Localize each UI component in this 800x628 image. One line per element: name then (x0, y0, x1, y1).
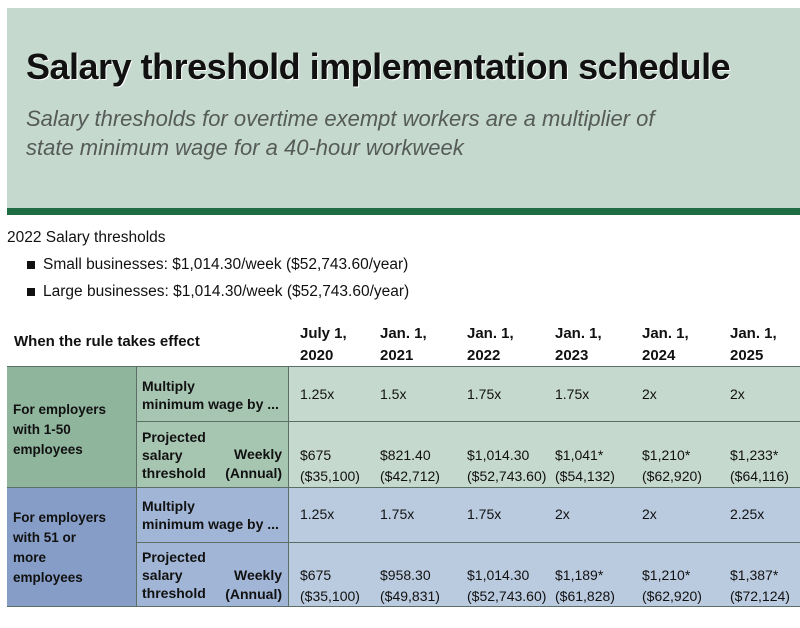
weekly-value: $1,041* (555, 447, 604, 463)
multiplier-cell: 2x (642, 386, 657, 402)
multiplier-cell: 1.5x (380, 386, 407, 402)
date-line: Jan. 1, (555, 325, 602, 342)
annual-value: ($62,920) (642, 468, 702, 484)
threshold-cell (730, 565, 790, 607)
table-rule (136, 421, 800, 422)
weekly-value: $1,387* (730, 567, 779, 583)
multiplier-cell: 1.75x (467, 386, 502, 402)
weekly-annual-label (142, 445, 282, 483)
threshold-cell (555, 565, 615, 607)
date-year: 2020 (300, 347, 334, 364)
multiplier-cell: 1.75x (467, 506, 502, 522)
effect-label: When the rule takes effect (14, 333, 200, 350)
weekly-value: $1,210* (642, 567, 691, 583)
annual-value: ($35,100) (300, 468, 360, 484)
square-bullet-icon (27, 288, 35, 296)
projected-label-line: threshold (142, 465, 206, 481)
page-title: Salary threshold implementation schedule (26, 46, 731, 87)
multiply-label-line: Multiply (142, 378, 195, 394)
table-rule (288, 366, 289, 607)
subtitle-line: state minimum wage for a 40-hour workweek (26, 135, 464, 160)
group-label-line: employees (13, 442, 83, 457)
weekly-value: $675 (300, 447, 332, 463)
list-item (27, 283, 409, 310)
intro-heading: 2022 Salary thresholds (7, 229, 166, 246)
annual-value: ($72,124) (730, 588, 790, 604)
date-year: 2023 (555, 347, 589, 364)
multiplier-cell: 1.25x (300, 386, 335, 402)
date-header (380, 323, 427, 367)
threshold-cell (730, 445, 789, 487)
weekly-label: Weekly (234, 567, 282, 583)
date-line: July 1, (300, 325, 347, 342)
group-label-line: with 1-50 (13, 422, 71, 437)
table-rule (136, 366, 137, 607)
threshold-cell (642, 445, 702, 487)
date-year: 2025 (730, 347, 764, 364)
subtitle-line: Salary thresholds for overtime exempt workers are a multiplier of (26, 106, 655, 131)
date-year: 2024 (642, 347, 676, 364)
weekly-label: Weekly (234, 446, 282, 462)
table-rule (7, 366, 800, 367)
header-divider (7, 208, 800, 215)
annual-label: (Annual) (225, 465, 282, 481)
weekly-value: $1,210* (642, 447, 691, 463)
table-rule (7, 487, 800, 488)
weekly-value: $1,014.30 (467, 447, 530, 463)
list-item-text: Large businesses: $1,014.30/week ($52,743.60/year) (43, 283, 410, 300)
multiplier-cell: 1.75x (555, 386, 590, 402)
threshold-cell (555, 445, 615, 487)
multiplier-cell: 2x (730, 386, 745, 402)
annual-value: ($52,743.60) (467, 588, 547, 604)
date-header (642, 323, 689, 367)
weekly-annual-label (142, 566, 282, 604)
threshold-cell (380, 565, 440, 607)
annual-value: ($54,132) (555, 468, 615, 484)
date-header (555, 323, 602, 367)
group-label-line: more (13, 550, 47, 565)
group-label-small (13, 400, 106, 460)
multiply-label-line: minimum wage by ... (142, 516, 279, 532)
threshold-cell (467, 565, 546, 607)
multiplier-cell: 1.75x (380, 506, 415, 522)
annual-value: ($64,116) (730, 468, 789, 484)
multiplier-cell: 2x (555, 506, 570, 522)
multiply-label-line: minimum wage by ... (142, 396, 279, 412)
multiplier-cell: 1.25x (300, 506, 335, 522)
threshold-cell (380, 445, 440, 487)
date-header (467, 323, 514, 367)
weekly-value: $1,189* (555, 567, 604, 583)
projected-label-line: salary (142, 567, 183, 583)
projected-label-line: threshold (142, 585, 206, 601)
list-item-text: Small businesses: $1,014.30/week ($52,743.60/year) (43, 256, 409, 273)
date-year: 2022 (467, 347, 501, 364)
weekly-value: $821.40 (380, 447, 431, 463)
weekly-value: $1,233* (730, 447, 779, 463)
list-item (27, 256, 409, 283)
annual-value: ($61,828) (555, 588, 615, 604)
weekly-value: $958.30 (380, 567, 431, 583)
date-line: Jan. 1, (642, 325, 689, 342)
group-label-large (13, 508, 106, 588)
threshold-cell (467, 445, 546, 487)
intro-list (27, 256, 409, 310)
page-subtitle (26, 104, 726, 162)
annual-value: ($52,743.60) (467, 468, 547, 484)
table-rule (136, 542, 800, 543)
multiplier-cell: 2x (642, 506, 657, 522)
group-label-line: For employers (13, 402, 107, 417)
multiply-label (142, 377, 279, 413)
date-line: Jan. 1, (380, 325, 427, 342)
date-line: Jan. 1, (467, 325, 514, 342)
annual-value: ($62,920) (642, 588, 702, 604)
projected-label-line: Projected (142, 429, 206, 445)
threshold-cell (642, 565, 702, 607)
annual-value: ($42,712) (380, 468, 440, 484)
annual-value: ($49,831) (380, 588, 440, 604)
square-bullet-icon (27, 261, 35, 269)
multiplier-cell: 2.25x (730, 506, 765, 522)
annual-label: (Annual) (225, 586, 282, 602)
threshold-cell (300, 565, 360, 607)
group-label-line: For employers (13, 510, 107, 525)
weekly-value: $675 (300, 567, 332, 583)
group-label-line: employees (13, 570, 83, 585)
date-header (300, 323, 347, 367)
threshold-cell (300, 445, 360, 487)
multiply-label (142, 497, 279, 533)
date-line: Jan. 1, (730, 325, 777, 342)
date-header (730, 323, 777, 367)
group-label-line: with 51 or (13, 530, 77, 545)
projected-label-line: salary (142, 447, 183, 463)
multiply-label-line: Multiply (142, 498, 195, 514)
date-year: 2021 (380, 347, 414, 364)
annual-value: ($35,100) (300, 588, 360, 604)
projected-label-line: Projected (142, 549, 206, 565)
weekly-value: $1,014.30 (467, 567, 530, 583)
